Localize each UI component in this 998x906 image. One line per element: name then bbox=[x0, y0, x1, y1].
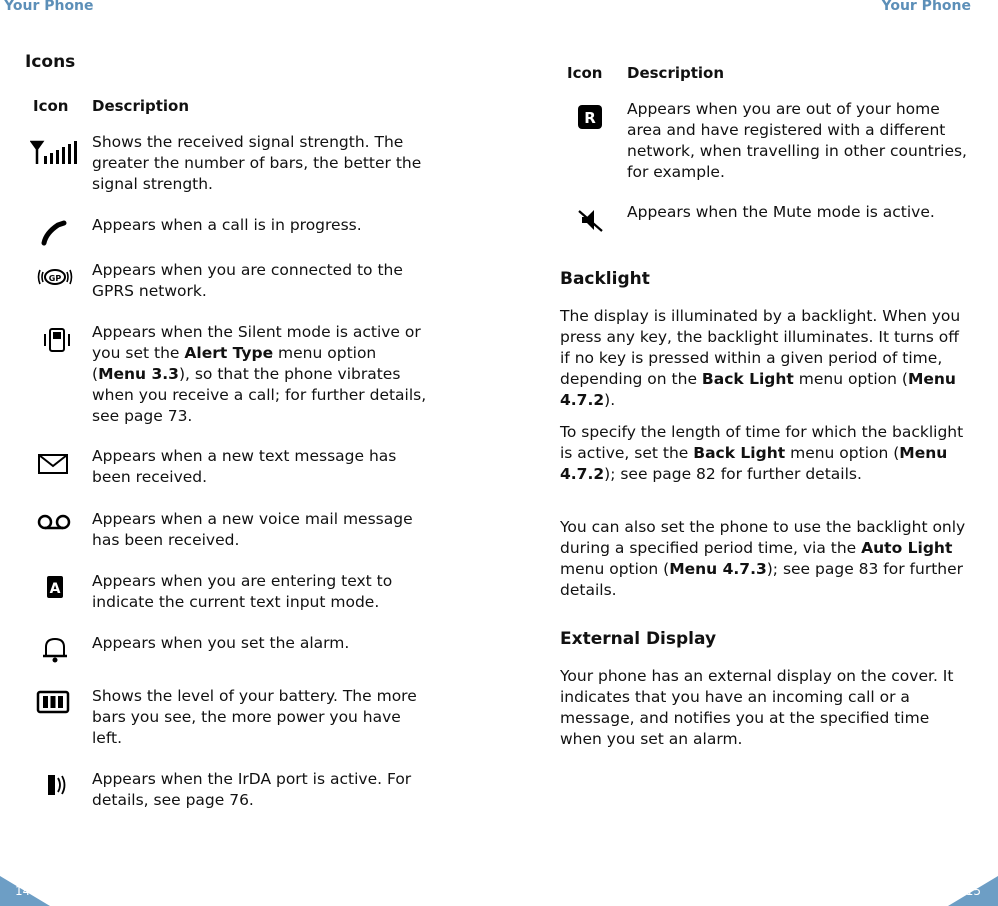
alarm-icon bbox=[38, 635, 74, 663]
voicemail-icon bbox=[36, 508, 72, 536]
page-number: 14 bbox=[15, 884, 31, 898]
svg-text:R: R bbox=[584, 109, 596, 127]
paragraph: Your phone has an external display on the cover. It indicates that you have an incoming call or a message, and notifies you at the specified time when you set an alarm. bbox=[560, 667, 954, 748]
call-icon bbox=[40, 219, 76, 247]
page-header: Your Phone bbox=[4, 0, 94, 14]
row-description: Appears when a new voice mail message has been received. bbox=[92, 510, 413, 549]
column-header-icon: Icon bbox=[567, 64, 603, 82]
right-page bbox=[499, 0, 998, 906]
row-description: Appears when a new text message has been received. bbox=[92, 447, 397, 486]
row-description: Appears when you are connected to the GPRS network. bbox=[92, 261, 403, 300]
mute-icon bbox=[574, 206, 610, 234]
signal-strength-icon bbox=[30, 138, 80, 166]
svg-text:GP: GP bbox=[48, 274, 62, 283]
page-number: 15 bbox=[965, 884, 981, 898]
section-title-backlight: Backlight bbox=[560, 269, 650, 289]
page-header: Your Phone bbox=[881, 0, 971, 14]
paragraph: The display is illuminated by a backlight. When you press any key, the backlight illuminates. It turns off if no key is pressed within a given period of time, depending on the Back Light menu option (Menu 4.7.2). bbox=[560, 307, 961, 409]
row-description: Shows the received signal strength. The greater the number of bars, the better the signal strength. bbox=[92, 133, 422, 193]
column-header-description: Description bbox=[627, 64, 725, 82]
irda-icon bbox=[38, 771, 74, 799]
row-description: Appears when you are out of your home area and have registered with a different network, when travelling in other countries, for example. bbox=[627, 100, 967, 181]
column-header-description: Description bbox=[92, 97, 190, 115]
text-mode-icon bbox=[38, 573, 74, 601]
row-description: Appears when a call is in progress. bbox=[92, 216, 362, 234]
roaming-icon bbox=[574, 103, 610, 131]
battery-icon bbox=[36, 688, 72, 716]
svg-text:A: A bbox=[49, 581, 61, 597]
row-description: Appears when the IrDA port is active. For details, see page 76. bbox=[92, 770, 412, 809]
vibrate-icon bbox=[40, 326, 76, 354]
row-description: Appears when the Mute mode is active. bbox=[627, 203, 935, 221]
section-title-external-display: External Display bbox=[560, 629, 717, 649]
message-icon bbox=[36, 450, 72, 478]
row-description: Appears when you set the alarm. bbox=[92, 634, 350, 652]
paragraph: To specify the length of time for which the backlight is active, set the Back Light menu option (Menu 4.7.2); see page 82 for further details. bbox=[560, 423, 964, 483]
row-description: Appears when the Silent mode is active or you set the Alert Type menu option (Menu 3.3), so that the phone vibrates when you receive a call; for further details, see page 73. bbox=[92, 323, 427, 425]
paragraph: You can also set the phone to use the backlight only during a specified period time, via the Auto Light menu option (Menu 4.7.3); see page 83 for further details. bbox=[560, 518, 966, 599]
row-description: Shows the level of your battery. The more bars you see, the more power you have left. bbox=[92, 687, 417, 747]
row-description: Appears when you are entering text to indicate the current text input mode. bbox=[92, 572, 393, 611]
section-title-icons: Icons bbox=[25, 52, 76, 72]
column-header-icon: Icon bbox=[33, 97, 69, 115]
gprs-icon bbox=[37, 264, 73, 292]
